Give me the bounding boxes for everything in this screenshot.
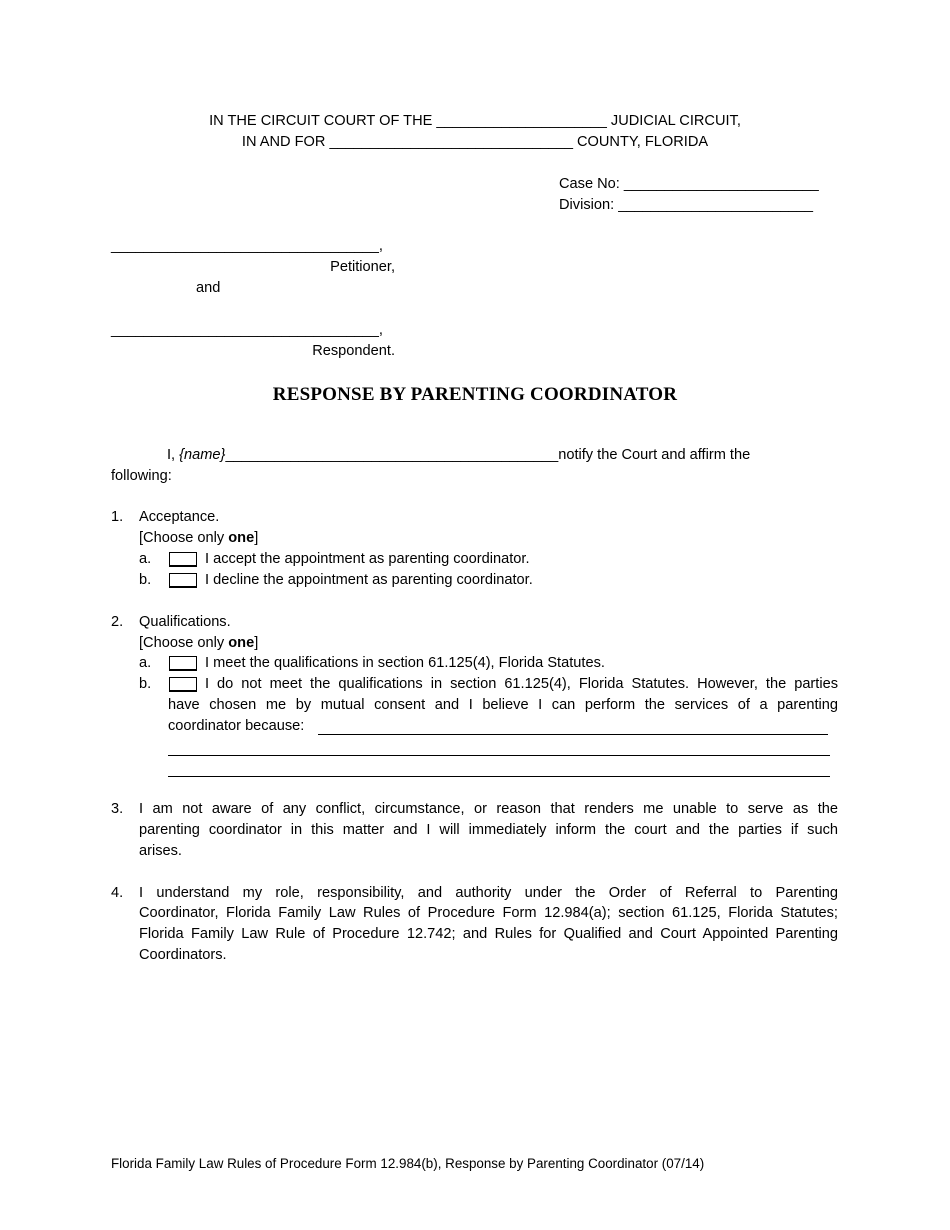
option-1a-text: I accept the appointment as parenting coordinator. [205,551,530,567]
reason-blank-line3[interactable] [168,776,830,777]
section-3-line3: arises. [139,843,182,859]
and-label: and [196,280,221,296]
petitioner-name-line[interactable]: _________________________________, [111,238,383,254]
court-caption-line1: IN THE CIRCUIT COURT OF THE _____________________ JUDICIAL CIRCUIT, [209,113,741,129]
option-2b-text-line2: have chosen me by mutual consent and I believe I can perform the services of a parenting [168,697,838,713]
case-number-field[interactable]: Case No: ________________________ [559,176,819,192]
section-4-number: 4. [111,885,124,901]
name-blank[interactable]: _________________________________________ [225,447,559,463]
name-placeholder: {name} [179,447,226,463]
intro-suffix: notify the Court and affirm the [558,447,751,463]
section-1-heading: Acceptance. [139,509,220,525]
division-field[interactable]: Division: ________________________ [559,197,813,213]
section-2-heading: Qualifications. [139,614,231,630]
page-footer: Florida Family Law Rules of Procedure Form 12.984(b), Response by Parenting Coordinator (07/14) [111,1156,705,1171]
option-2b-letter: b. [139,676,152,692]
option-1a-checkbox[interactable] [169,552,197,567]
document-title: RESPONSE BY PARENTING COORDINATOR [272,384,678,405]
section-2-number: 2. [111,614,124,630]
respondent-label: Respondent. [312,343,395,359]
intro-line1 [167,447,750,463]
section-3-number: 3. [111,801,124,817]
section-2-choose: [Choose only one] [139,635,259,651]
option-2a-text: I meet the qualifications in section 61.125(4), Florida Statutes. [205,655,605,671]
court-caption-line2: IN AND FOR ______________________________ COUNTY, FLORIDA [241,134,709,150]
section-1-choose: [Choose only one] [139,530,259,546]
section-3-line1: I am not aware of any conflict, circumstance, or reason that renders me unable to serve as the [139,801,838,817]
section-4-line1: I understand my role, responsibility, and authority under the Order of Referral to Parenting [139,885,838,901]
intro-prefix: I, [167,447,180,463]
option-2b-text-line3: coordinator because: [168,718,305,734]
respondent-name-line[interactable]: _________________________________, [111,322,383,338]
option-1b-letter: b. [139,572,152,588]
petitioner-label: Petitioner, [330,259,395,275]
option-2b-text-line1: I do not meet the qualifications in section 61.125(4), Florida Statutes. However, the parties [205,676,838,692]
section-1-number: 1. [111,509,124,525]
option-2a-letter: a. [139,655,152,671]
section-4-line2: Coordinator, Florida Family Law Rules of Procedure Form 12.984(a); section 61.125, Florida Statutes; [139,905,838,921]
option-2a-checkbox[interactable] [169,656,197,671]
option-2b-checkbox[interactable] [169,677,197,692]
option-1b-checkbox[interactable] [169,573,197,588]
reason-blank-line1[interactable] [318,734,828,735]
section-4-line3: Florida Family Law Rule of Procedure 12.742; and Rules for Qualified and Court Appointed Parenting [139,926,838,942]
reason-blank-line2[interactable] [168,755,830,756]
section-3-line2: parenting coordinator in this matter and I will immediately inform the court and the parties if such [139,822,838,838]
option-1b-text: I decline the appointment as parenting coordinator. [205,572,533,588]
section-4-line4: Coordinators. [139,947,227,963]
intro-line2: following: [111,468,172,484]
option-1a-letter: a. [139,551,152,567]
